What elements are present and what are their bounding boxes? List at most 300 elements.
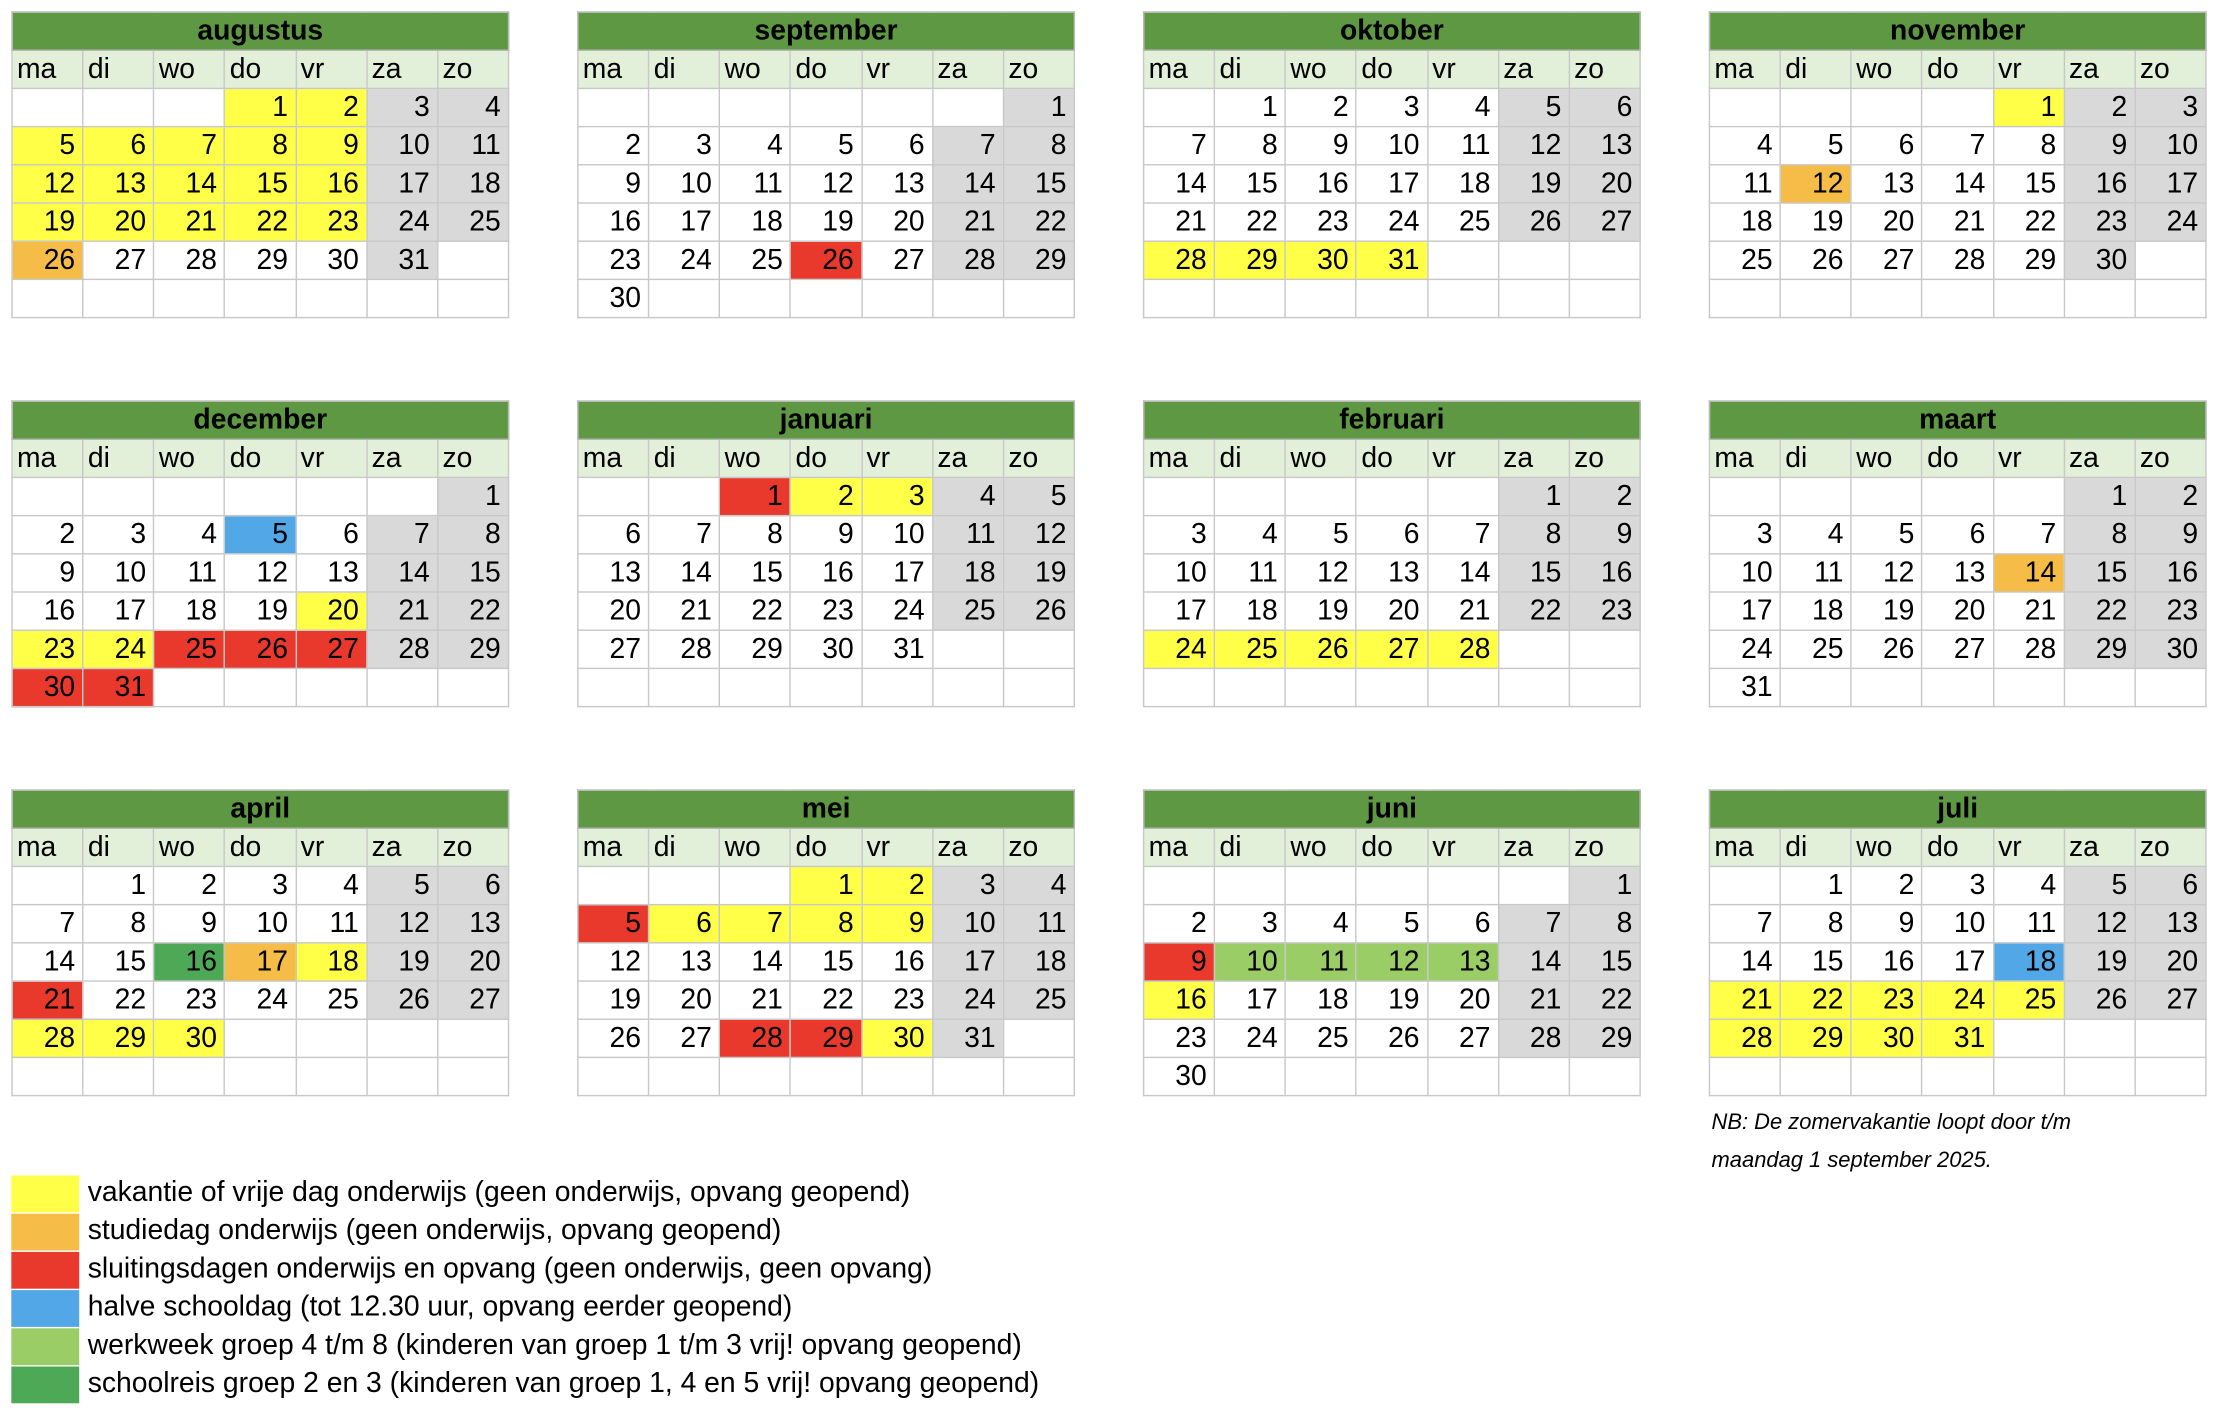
empty-day-cell [12, 866, 83, 904]
day-cell: 16 [12, 592, 83, 630]
day-cell: 2 [791, 477, 862, 515]
weekday-label: vr [1427, 439, 1498, 477]
day-cell: 5 [1498, 88, 1569, 126]
weekday-label: ma [1709, 50, 1780, 88]
day-cell: 30 [578, 279, 649, 317]
day-cell: 17 [1356, 165, 1427, 203]
month-table [1709, 789, 2207, 1096]
weekday-label: ma [12, 50, 83, 88]
day-cell: 13 [578, 554, 649, 592]
empty-day-cell [83, 88, 154, 126]
day-cell: 26 [791, 241, 862, 279]
day-cell: 22 [438, 592, 509, 630]
day-cell: 30 [862, 1019, 933, 1057]
day-cell: 8 [1498, 516, 1569, 554]
empty-day-cell [1356, 668, 1427, 706]
day-cell: 6 [1922, 516, 1993, 554]
day-cell: 24 [83, 630, 154, 668]
day-cell: 7 [932, 127, 1003, 165]
day-cell: 18 [438, 165, 509, 203]
weekday-label: za [932, 439, 1003, 477]
day-cell: 30 [1285, 241, 1356, 279]
day-cell: 29 [1215, 241, 1286, 279]
empty-day-cell [1498, 241, 1569, 279]
empty-day-cell [1498, 630, 1569, 668]
day-cell: 25 [932, 592, 1003, 630]
day-cell: 11 [720, 165, 791, 203]
day-cell: 2 [1569, 477, 1640, 515]
empty-day-cell [1285, 866, 1356, 904]
day-cell: 24 [1215, 1019, 1286, 1057]
weekday-label: do [791, 828, 862, 866]
empty-day-cell [1215, 668, 1286, 706]
day-cell: 7 [1993, 516, 2064, 554]
day-cell: 14 [720, 943, 791, 981]
day-cell: 20 [649, 981, 720, 1019]
day-cell: 5 [1780, 127, 1851, 165]
empty-day-cell [1003, 1057, 1074, 1095]
day-cell: 3 [83, 516, 154, 554]
day-cell: 7 [12, 905, 83, 943]
day-cell: 25 [438, 203, 509, 241]
day-cell: 28 [367, 630, 438, 668]
empty-day-cell [1215, 279, 1286, 317]
day-cell: 15 [1498, 554, 1569, 592]
weekday-label: za [932, 50, 1003, 88]
month-table [11, 11, 509, 318]
day-cell: 12 [12, 165, 83, 203]
month-title: mei [578, 790, 1074, 828]
day-cell: 1 [225, 88, 296, 126]
weekday-label: zo [438, 50, 509, 88]
day-cell: 20 [2135, 943, 2206, 981]
day-cell: 10 [1922, 905, 1993, 943]
day-cell: 4 [1427, 88, 1498, 126]
day-cell: 28 [1922, 241, 1993, 279]
day-cell: 8 [1993, 127, 2064, 165]
day-cell: 1 [83, 866, 154, 904]
day-cell: 25 [296, 981, 367, 1019]
day-cell: 8 [1215, 127, 1286, 165]
day-cell: 21 [932, 203, 1003, 241]
day-cell: 21 [1993, 592, 2064, 630]
empty-day-cell [1356, 866, 1427, 904]
day-cell: 1 [2064, 477, 2135, 515]
day-cell: 11 [932, 516, 1003, 554]
legend-item-vakantie [11, 1174, 1039, 1212]
day-cell: 18 [1709, 203, 1780, 241]
legend-swatch [11, 1251, 79, 1288]
day-cell: 1 [1003, 88, 1074, 126]
legend-text: sluitingsdagen onderwijs en opvang (geen onderwijs, geen opvang) [87, 1253, 933, 1285]
day-cell: 10 [2135, 127, 2206, 165]
day-cell: 26 [1356, 1019, 1427, 1057]
day-cell: 14 [1144, 165, 1215, 203]
day-cell: 23 [578, 241, 649, 279]
day-cell: 29 [2064, 630, 2135, 668]
empty-day-cell [932, 279, 1003, 317]
month-title: oktober [1144, 12, 1640, 50]
day-cell: 19 [1780, 203, 1851, 241]
day-cell: 14 [932, 165, 1003, 203]
day-cell: 24 [1709, 630, 1780, 668]
day-cell: 22 [1993, 203, 2064, 241]
empty-day-cell [2135, 668, 2206, 706]
weekday-label: ma [12, 439, 83, 477]
day-cell: 3 [1356, 88, 1427, 126]
day-cell: 29 [720, 630, 791, 668]
day-cell: 21 [1427, 592, 1498, 630]
day-cell: 12 [1356, 943, 1427, 981]
day-cell: 9 [154, 905, 225, 943]
empty-day-cell [1851, 88, 1922, 126]
day-cell: 28 [1144, 241, 1215, 279]
empty-day-cell [1356, 477, 1427, 515]
day-cell: 25 [1993, 981, 2064, 1019]
day-cell: 3 [1922, 866, 1993, 904]
empty-day-cell [649, 88, 720, 126]
day-cell: 16 [862, 943, 933, 981]
day-cell: 11 [1285, 943, 1356, 981]
month-title: juli [1709, 790, 2205, 828]
day-cell: 7 [649, 516, 720, 554]
day-cell: 27 [2135, 981, 2206, 1019]
day-cell: 15 [83, 943, 154, 981]
day-cell: 16 [1144, 981, 1215, 1019]
day-cell: 26 [1780, 241, 1851, 279]
empty-day-cell [1285, 477, 1356, 515]
day-cell: 26 [225, 630, 296, 668]
weekday-label: za [1498, 828, 1569, 866]
day-cell: 21 [12, 981, 83, 1019]
day-cell: 21 [367, 592, 438, 630]
day-cell: 19 [791, 203, 862, 241]
day-cell: 2 [2064, 88, 2135, 126]
day-cell: 16 [154, 943, 225, 981]
day-cell: 23 [1285, 203, 1356, 241]
weekday-label: zo [1003, 828, 1074, 866]
day-cell: 13 [1356, 554, 1427, 592]
month-mei [577, 789, 1075, 1096]
day-cell: 6 [578, 516, 649, 554]
day-cell: 27 [1427, 1019, 1498, 1057]
day-cell: 3 [225, 866, 296, 904]
day-cell: 9 [791, 516, 862, 554]
day-cell: 18 [1003, 943, 1074, 981]
day-cell: 1 [720, 477, 791, 515]
weekday-label: za [932, 828, 1003, 866]
day-cell: 5 [1003, 477, 1074, 515]
weekday-label: zo [1569, 439, 1640, 477]
empty-day-cell [1144, 279, 1215, 317]
empty-day-cell [1498, 279, 1569, 317]
month-title: september [578, 12, 1074, 50]
month-november [1709, 11, 2207, 318]
day-cell: 24 [1356, 203, 1427, 241]
day-cell: 10 [1709, 554, 1780, 592]
day-cell: 1 [1215, 88, 1286, 126]
day-cell: 11 [438, 127, 509, 165]
day-cell: 4 [1780, 516, 1851, 554]
day-cell: 8 [2064, 516, 2135, 554]
day-cell: 27 [1851, 241, 1922, 279]
day-cell: 21 [1922, 203, 1993, 241]
day-cell: 22 [2064, 592, 2135, 630]
day-cell: 30 [12, 668, 83, 706]
day-cell: 16 [2135, 554, 2206, 592]
day-cell: 2 [2135, 477, 2206, 515]
day-cell: 28 [1498, 1019, 1569, 1057]
empty-day-cell [2135, 241, 2206, 279]
month-oktober [1143, 11, 1641, 318]
weekday-label: do [1922, 50, 1993, 88]
day-cell: 12 [578, 943, 649, 981]
day-cell: 29 [1569, 1019, 1640, 1057]
day-cell: 5 [225, 516, 296, 554]
month-table [1143, 11, 1641, 318]
empty-day-cell [720, 279, 791, 317]
weekday-label: vr [1427, 828, 1498, 866]
month-title: januari [578, 401, 1074, 439]
day-cell: 8 [720, 516, 791, 554]
day-cell: 19 [1003, 554, 1074, 592]
month-table [11, 400, 509, 707]
day-cell: 4 [296, 866, 367, 904]
day-cell: 24 [1144, 630, 1215, 668]
day-cell: 11 [1993, 905, 2064, 943]
empty-day-cell [1851, 279, 1922, 317]
empty-day-cell [12, 88, 83, 126]
empty-day-cell [720, 668, 791, 706]
empty-day-cell [791, 1057, 862, 1095]
day-cell: 21 [154, 203, 225, 241]
weekday-label: za [367, 50, 438, 88]
empty-day-cell [83, 477, 154, 515]
empty-day-cell [1922, 477, 1993, 515]
empty-day-cell [1993, 668, 2064, 706]
day-cell: 19 [12, 203, 83, 241]
day-cell: 3 [932, 866, 1003, 904]
empty-day-cell [1427, 668, 1498, 706]
empty-day-cell [154, 477, 225, 515]
empty-day-cell [649, 866, 720, 904]
empty-day-cell [1003, 1019, 1074, 1057]
day-cell: 28 [932, 241, 1003, 279]
day-cell: 15 [225, 165, 296, 203]
day-cell: 8 [1780, 905, 1851, 943]
day-cell: 30 [791, 630, 862, 668]
empty-day-cell [438, 279, 509, 317]
weekday-label: za [1498, 439, 1569, 477]
empty-day-cell [1003, 279, 1074, 317]
empty-day-cell [1144, 477, 1215, 515]
weekday-label: ma [1709, 828, 1780, 866]
day-cell: 24 [2135, 203, 2206, 241]
weekday-label: di [649, 50, 720, 88]
empty-day-cell [1780, 477, 1851, 515]
day-cell: 9 [296, 127, 367, 165]
day-cell: 20 [1427, 981, 1498, 1019]
day-cell: 16 [296, 165, 367, 203]
weekday-label: ma [578, 50, 649, 88]
empty-day-cell [1569, 1057, 1640, 1095]
month-title: maart [1709, 401, 2205, 439]
day-cell: 18 [1780, 592, 1851, 630]
weekday-label: do [1922, 439, 1993, 477]
weekday-label: di [83, 439, 154, 477]
day-cell: 5 [1285, 516, 1356, 554]
empty-day-cell [1922, 1057, 1993, 1095]
day-cell: 10 [1144, 554, 1215, 592]
note-line-1: NB: De zomervakantie loopt door t/m [1711, 1110, 2072, 1135]
day-cell: 3 [1709, 516, 1780, 554]
month-maart [1709, 400, 2207, 707]
empty-day-cell [225, 1057, 296, 1095]
weekday-label: wo [1285, 50, 1356, 88]
day-cell: 2 [296, 88, 367, 126]
legend-item-sluiting [11, 1251, 1039, 1289]
empty-day-cell [1427, 279, 1498, 317]
weekday-label: za [367, 828, 438, 866]
empty-day-cell [1285, 668, 1356, 706]
day-cell: 13 [2135, 905, 2206, 943]
day-cell: 29 [1993, 241, 2064, 279]
month-table [11, 789, 509, 1096]
weekday-label: wo [1285, 439, 1356, 477]
day-cell: 17 [1144, 592, 1215, 630]
day-cell: 25 [1427, 203, 1498, 241]
weekday-label: di [649, 439, 720, 477]
weekday-label: vr [296, 439, 367, 477]
day-cell: 10 [83, 554, 154, 592]
weekday-label: zo [1569, 50, 1640, 88]
day-cell: 10 [649, 165, 720, 203]
empty-day-cell [2135, 279, 2206, 317]
weekday-label: ma [578, 828, 649, 866]
weekday-label: ma [12, 828, 83, 866]
weekday-label: zo [1003, 50, 1074, 88]
day-cell: 15 [2064, 554, 2135, 592]
empty-day-cell [1709, 88, 1780, 126]
day-cell: 18 [1215, 592, 1286, 630]
empty-day-cell [1215, 866, 1286, 904]
day-cell: 16 [1851, 943, 1922, 981]
day-cell: 31 [1922, 1019, 1993, 1057]
day-cell: 16 [1569, 554, 1640, 592]
day-cell: 20 [296, 592, 367, 630]
day-cell: 7 [1144, 127, 1215, 165]
day-cell: 13 [438, 905, 509, 943]
empty-day-cell [1003, 668, 1074, 706]
empty-day-cell [1780, 668, 1851, 706]
day-cell: 27 [1356, 630, 1427, 668]
day-cell: 31 [862, 630, 933, 668]
day-cell: 13 [296, 554, 367, 592]
day-cell: 29 [791, 1019, 862, 1057]
day-cell: 24 [649, 241, 720, 279]
day-cell: 23 [1569, 592, 1640, 630]
weekday-label: di [1215, 828, 1286, 866]
empty-day-cell [438, 1057, 509, 1095]
weekday-label: zo [1003, 439, 1074, 477]
day-cell: 1 [1498, 477, 1569, 515]
day-cell: 4 [1285, 905, 1356, 943]
empty-day-cell [932, 1057, 1003, 1095]
day-cell: 15 [1003, 165, 1074, 203]
month-september [577, 11, 1075, 318]
day-cell: 21 [1498, 981, 1569, 1019]
day-cell: 12 [1851, 554, 1922, 592]
weekday-label: zo [2135, 50, 2206, 88]
empty-day-cell [1569, 668, 1640, 706]
day-cell: 17 [1709, 592, 1780, 630]
day-cell: 20 [1922, 592, 1993, 630]
weekday-label: zo [438, 439, 509, 477]
empty-day-cell [578, 477, 649, 515]
day-cell: 18 [1993, 943, 2064, 981]
day-cell: 25 [1780, 630, 1851, 668]
day-cell: 28 [12, 1019, 83, 1057]
day-cell: 20 [1569, 165, 1640, 203]
day-cell: 18 [720, 203, 791, 241]
day-cell: 4 [720, 127, 791, 165]
empty-day-cell [2064, 1057, 2135, 1095]
day-cell: 1 [791, 866, 862, 904]
day-cell: 23 [154, 981, 225, 1019]
empty-day-cell [367, 668, 438, 706]
day-cell: 27 [578, 630, 649, 668]
day-cell: 17 [649, 203, 720, 241]
empty-day-cell [1427, 1057, 1498, 1095]
legend-item-halve [11, 1289, 1039, 1327]
empty-day-cell [1569, 630, 1640, 668]
weekday-label: ma [1144, 50, 1215, 88]
empty-day-cell [932, 88, 1003, 126]
day-cell: 15 [438, 554, 509, 592]
day-cell: 24 [225, 981, 296, 1019]
empty-day-cell [1780, 88, 1851, 126]
day-cell: 19 [1285, 592, 1356, 630]
day-cell: 3 [2135, 88, 2206, 126]
empty-day-cell [1144, 866, 1215, 904]
month-table [1143, 789, 1641, 1096]
day-cell: 2 [578, 127, 649, 165]
empty-day-cell [1780, 1057, 1851, 1095]
day-cell: 13 [1922, 554, 1993, 592]
day-cell: 27 [1569, 203, 1640, 241]
empty-day-cell [1922, 668, 1993, 706]
day-cell: 12 [367, 905, 438, 943]
day-cell: 23 [12, 630, 83, 668]
day-cell: 23 [1851, 981, 1922, 1019]
day-cell: 11 [1427, 127, 1498, 165]
day-cell: 23 [296, 203, 367, 241]
day-cell: 28 [1709, 1019, 1780, 1057]
empty-day-cell [1709, 866, 1780, 904]
empty-day-cell [932, 668, 1003, 706]
day-cell: 27 [862, 241, 933, 279]
empty-day-cell [578, 1057, 649, 1095]
empty-day-cell [1003, 630, 1074, 668]
day-cell: 4 [438, 88, 509, 126]
empty-day-cell [1569, 241, 1640, 279]
note [1712, 1103, 2165, 1179]
day-cell: 9 [1851, 905, 1922, 943]
day-cell: 16 [1285, 165, 1356, 203]
empty-day-cell [296, 1057, 367, 1095]
empty-day-cell [649, 1057, 720, 1095]
day-cell: 21 [1144, 203, 1215, 241]
